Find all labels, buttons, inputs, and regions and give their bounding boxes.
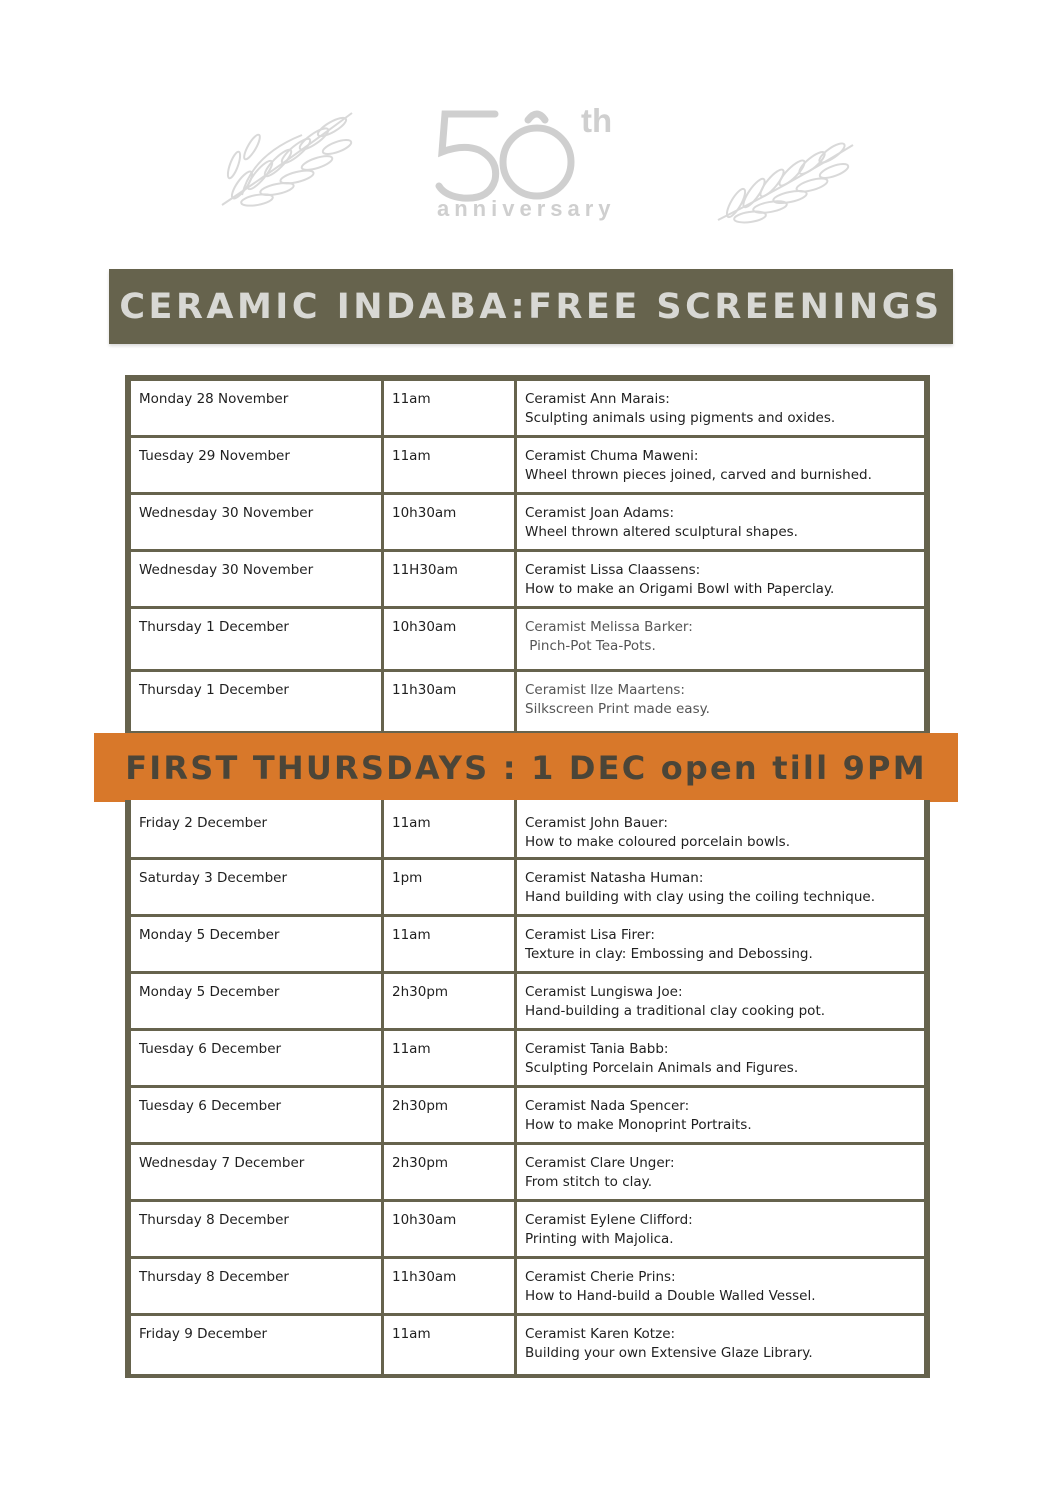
time-cell: 11H30am: [384, 552, 514, 606]
table-row: [131, 1259, 924, 1313]
session-topic: Wheel thrown pieces joined, carved and burnished.: [525, 467, 872, 483]
ceramist-name: Ceramist Natasha Human:: [525, 870, 704, 886]
ceramist-name: Ceramist Karen Kotze:: [525, 1326, 676, 1342]
description-cell: [517, 860, 924, 914]
session-topic: How to make coloured porcelain bowls.: [525, 834, 790, 850]
session-topic: Sculpting animals using pigments and oxides.: [525, 410, 836, 426]
table-row: [131, 1145, 924, 1199]
description-cell: [517, 1316, 924, 1374]
time-cell: 11am: [384, 917, 514, 971]
date-cell: Tuesday 6 December: [131, 1088, 381, 1142]
description-cell: [517, 1088, 924, 1142]
session-topic: How to make Monoprint Portraits.: [525, 1117, 752, 1133]
date-cell: Wednesday 30 November: [131, 552, 381, 606]
date-cell: Thursday 1 December: [131, 672, 381, 731]
date-cell: Friday 9 December: [131, 1316, 381, 1374]
time-cell: 2h30pm: [384, 1145, 514, 1199]
description-cell: [517, 552, 924, 606]
ceramist-name: Ceramist Melissa Barker:: [525, 619, 693, 635]
session-topic: Hand building with clay using the coiling technique.: [525, 889, 876, 905]
table-row: [131, 800, 924, 857]
time-cell: 11am: [384, 1031, 514, 1085]
time-cell: 11am: [384, 438, 514, 492]
date-cell: Wednesday 7 December: [131, 1145, 381, 1199]
ceramist-name: Ceramist Chuma Maweni:: [525, 448, 699, 464]
table-row: [131, 860, 924, 914]
session-topic: From stitch to clay.: [525, 1174, 653, 1190]
time-cell: 10h30am: [384, 495, 514, 549]
description-cell: [517, 495, 924, 549]
ceramist-name: Ceramist Tania Babb:: [525, 1041, 669, 1057]
time-cell: 11h30am: [384, 672, 514, 731]
table-row: [131, 672, 924, 731]
schedule-table-part1: [125, 375, 930, 735]
olive-branch-left-icon: [212, 105, 362, 215]
logo-subtitle: anniversary: [437, 196, 616, 221]
table-row: [131, 974, 924, 1028]
page-title: CERAMIC INDABA:FREE SCREENINGS: [119, 286, 943, 327]
time-cell: 2h30pm: [384, 974, 514, 1028]
date-cell: Tuesday 6 December: [131, 1031, 381, 1085]
ceramist-name: Ceramist John Bauer:: [525, 815, 668, 831]
description-cell: [517, 609, 924, 669]
description-cell: [517, 672, 924, 731]
description-cell: [517, 800, 924, 857]
session-topic: Wheel thrown altered sculptural shapes.: [525, 524, 798, 540]
time-cell: 2h30pm: [384, 1088, 514, 1142]
olive-branch-right-icon: [708, 135, 860, 230]
date-cell: Thursday 8 December: [131, 1259, 381, 1313]
ceramist-name: Ceramist Joan Adams:: [525, 505, 675, 521]
table-row: [131, 495, 924, 549]
table-row: [131, 1031, 924, 1085]
table-row: [131, 609, 924, 669]
table-row: [131, 438, 924, 492]
table-row: [131, 1088, 924, 1142]
ceramist-name: Ceramist Cherie Prins:: [525, 1269, 676, 1285]
time-cell: 1pm: [384, 860, 514, 914]
table-row: [131, 381, 924, 435]
description-cell: [517, 1145, 924, 1199]
first-thursdays-banner: [94, 733, 958, 802]
ceramist-name: Ceramist Lissa Claassens:: [525, 562, 701, 578]
table-row: [131, 917, 924, 971]
session-topic: Sculpting Porcelain Animals and Figures.: [525, 1060, 799, 1076]
ceramist-name: Ceramist Ann Marais:: [525, 391, 670, 407]
session-topic: How to Hand-build a Double Walled Vessel.: [525, 1288, 816, 1304]
description-cell: [517, 1202, 924, 1256]
ceramist-name: Ceramist Nada Spencer:: [525, 1098, 690, 1114]
logo-superscript: th: [581, 102, 613, 139]
schedule-table-part2: [125, 800, 930, 1378]
description-cell: [517, 917, 924, 971]
anniversary-logo: [433, 100, 633, 228]
ceramist-name: Ceramist Lungiswa Joe:: [525, 984, 683, 1000]
description-cell: [517, 438, 924, 492]
date-cell: Wednesday 30 November: [131, 495, 381, 549]
date-cell: Saturday 3 December: [131, 860, 381, 914]
session-topic: Hand-building a traditional clay cooking pot.: [525, 1003, 826, 1019]
ceramist-name: Ceramist Ilze Maartens:: [525, 682, 685, 698]
description-cell: [517, 974, 924, 1028]
date-cell: Friday 2 December: [131, 800, 381, 857]
time-cell: 10h30am: [384, 609, 514, 669]
time-cell: 11am: [384, 800, 514, 857]
ceramist-name: Ceramist Lisa Firer:: [525, 927, 655, 943]
time-cell: 10h30am: [384, 1202, 514, 1256]
time-cell: 11h30am: [384, 1259, 514, 1313]
session-topic: Texture in clay: Embossing and Debossing.: [525, 946, 813, 962]
date-cell: Monday 5 December: [131, 917, 381, 971]
description-cell: [517, 381, 924, 435]
date-cell: Tuesday 29 November: [131, 438, 381, 492]
table-row: [131, 1316, 924, 1374]
ceramist-name: Ceramist Clare Unger:: [525, 1155, 675, 1171]
date-cell: Monday 28 November: [131, 381, 381, 435]
session-topic: Pinch-Pot Tea-Pots.: [525, 638, 656, 654]
date-cell: Thursday 1 December: [131, 609, 381, 669]
title-banner: [109, 269, 953, 344]
date-cell: Thursday 8 December: [131, 1202, 381, 1256]
description-cell: [517, 1031, 924, 1085]
table-row: [131, 552, 924, 606]
time-cell: 11am: [384, 1316, 514, 1374]
time-cell: 11am: [384, 381, 514, 435]
date-cell: Monday 5 December: [131, 974, 381, 1028]
ceramist-name: Ceramist Eylene Clifford:: [525, 1212, 693, 1228]
banner-text: FIRST THURSDAYS : 1 DEC open till 9PM: [125, 748, 927, 787]
session-topic: How to make an Origami Bowl with Paperclay.: [525, 581, 835, 597]
session-topic: Silkscreen Print made easy.: [525, 701, 710, 717]
table-row: [131, 1202, 924, 1256]
session-topic: Building your own Extensive Glaze Library.: [525, 1345, 813, 1361]
description-cell: [517, 1259, 924, 1313]
session-topic: Printing with Majolica.: [525, 1231, 674, 1247]
